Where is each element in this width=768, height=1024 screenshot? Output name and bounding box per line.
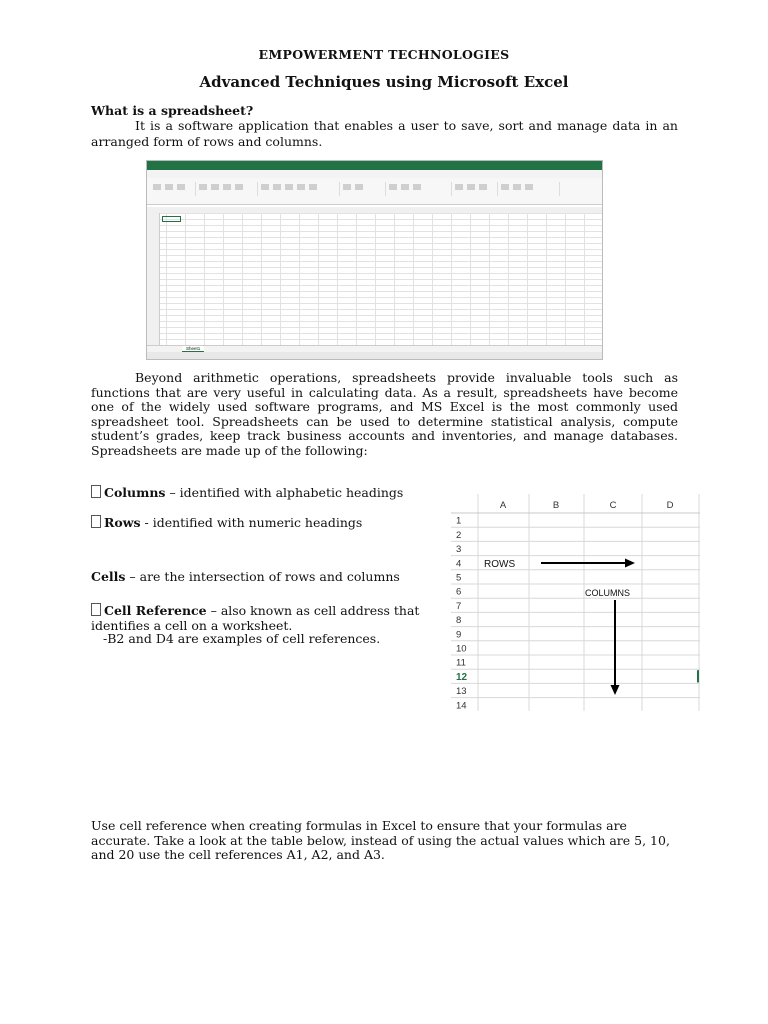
item-cellref-desc: – also known as cell address that identifies a cell on a worksheet. <box>91 603 420 633</box>
row-header-14: 14 <box>456 700 467 711</box>
excel-ribbon <box>147 178 602 205</box>
column-header-a: A <box>499 500 507 511</box>
excel-selected-cell <box>162 216 181 222</box>
section-question: What is a spreadsheet? <box>91 103 254 118</box>
rows-annotation: ROWS <box>484 559 516 570</box>
spreadsheet-text: Beyond arithmetic operations, spreadsheets provide invaluable tools such as functions that are very useful in calculating data. As a result, spreadsheets have become one of the widely used software programs, and MS Excel is the most commonly used spreadsheet tool. Spreadsheets can be used to determine statistical analysis, compute student’s grades, keep track business accounts and inventories, and manage databases. Spreadsheets are made up of the following: <box>91 370 678 458</box>
definition-text: It is a software application that enables a user to save, sort and manage data in an arranged form of rows and columns. <box>91 118 678 149</box>
spreadsheet-paragraph <box>91 371 678 458</box>
excel-screenshot <box>146 160 603 360</box>
columns-arrow-head <box>611 685 620 695</box>
cell-reference-paragraph: Use cell reference when creating formulas in Excel to ensure that your formulas are accurate. Take a look at the table below, instead of using the actual values which are 5, 10, and 20 use the cell references A1, A2, and A3. <box>91 818 670 862</box>
column-header-b: B <box>552 500 560 511</box>
row-header-9: 9 <box>456 629 462 641</box>
item-rows-term: Rows <box>104 515 141 530</box>
row-header-5: 5 <box>456 572 462 584</box>
item-columns-desc: – identified with alphabetic headings <box>165 485 404 500</box>
definition-paragraph <box>91 118 678 150</box>
bullet-box-icon <box>91 485 101 498</box>
columns-annotation: COLUMNS <box>585 588 631 598</box>
row-header-13: 13 <box>456 686 467 698</box>
excel-grid <box>147 213 602 345</box>
row-header-11: 11 <box>456 657 466 669</box>
column-header-c: C <box>609 500 617 511</box>
item-rows-desc: - identified with numeric headings <box>140 515 363 530</box>
row-header-7: 7 <box>456 600 462 612</box>
row-header-6: 6 <box>456 586 462 598</box>
item-cells-desc: – are the intersection of rows and columns <box>125 569 400 584</box>
rows-columns-figure <box>451 494 700 711</box>
item-example: -B2 and D4 are examples of cell references. <box>103 631 381 646</box>
item-columns <box>91 485 411 501</box>
excel-sheet-tab: Sheet1 <box>182 346 204 352</box>
item-rows <box>91 515 421 531</box>
item-cell-reference <box>91 603 441 633</box>
row-header-10: 10 <box>456 643 467 655</box>
row-header-3: 3 <box>456 544 462 556</box>
row-header-12: 12 <box>456 671 468 683</box>
item-cells-term: Cells <box>91 569 126 584</box>
item-cellref-term: Cell Reference <box>104 603 207 618</box>
bullet-box-icon <box>91 515 101 528</box>
document-header: EMPOWERMENT TECHNOLOGIES <box>258 47 510 62</box>
excel-row-header <box>147 213 160 345</box>
item-cells <box>91 570 441 585</box>
item-columns-term: Columns <box>104 485 166 500</box>
bullet-box-icon <box>91 603 101 616</box>
column-header-d: D <box>666 500 674 511</box>
row-header-8: 8 <box>456 615 462 627</box>
row-header-2: 2 <box>456 529 462 541</box>
rows-arrow-head <box>625 559 635 568</box>
grid-figure-svg <box>451 494 700 711</box>
excel-titlebar <box>147 161 602 170</box>
excel-status-bar <box>147 352 602 359</box>
row-header-1: 1 <box>456 515 462 527</box>
document-title: Advanced Techniques using Microsoft Excel <box>199 73 569 91</box>
row-header-4: 4 <box>456 558 462 570</box>
